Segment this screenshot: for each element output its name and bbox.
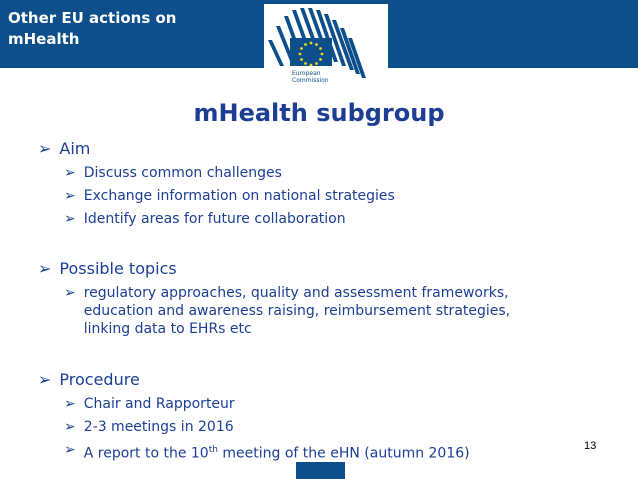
arrow-bullet-icon: ➢ [38,370,52,389]
list-item [64,395,235,413]
logo-line2: Commission [292,77,329,84]
arrow-bullet-icon: ➢ [64,188,76,204]
list-item-line: linking data to EHRs etc [83,321,252,337]
logo-line1: European [292,70,321,77]
european-commission-logo-icon [0,0,638,100]
list-item-text [84,441,470,463]
arrow-bullet-icon: ➢ [64,285,76,301]
list-item [64,441,470,463]
list-item-text [84,284,510,338]
arrow-bullet-icon: ➢ [64,211,76,227]
list-item [64,187,395,205]
arrow-bullet-icon: ➢ [64,442,76,458]
arrow-bullet-icon: ➢ [64,165,76,181]
list-item [64,284,510,338]
bottom-flag-bar [296,462,345,479]
page-number: 13 [584,440,597,452]
arrow-bullet-icon: ➢ [64,419,76,435]
slide-title: mHealth subgroup [193,99,445,127]
report-text-start: A report to the 10 [83,445,209,462]
list-item [64,210,346,228]
report-text-end: meeting of the eHN (autumn 2016) [217,445,470,462]
list-item-text: Discuss common challenges [83,165,282,181]
list-item-text: 2-3 meetings in 2016 [83,419,234,435]
bullet-procedure-label: Procedure [59,370,140,389]
bullet-aim [38,139,90,159]
bullet-topics-label: Possible topics [59,259,177,278]
list-item-line: education and awareness raising, reimbursement strategies, [83,303,511,319]
list-item-text: Exchange information on national strategies [83,188,395,204]
list-item-text: Chair and Rapporteur [83,396,235,412]
bullet-possible-topics [38,259,177,279]
bullet-aim-label: Aim [59,139,91,158]
arrow-bullet-icon: ➢ [38,259,52,278]
list-item-line: regulatory approaches, quality and assessment frameworks, [83,285,509,301]
report-superscript: th [208,445,218,455]
arrow-bullet-icon: ➢ [38,139,52,158]
arrow-bullet-icon: ➢ [64,396,76,412]
logo-text [292,70,329,84]
bullet-procedure [38,370,140,390]
list-item [64,418,234,436]
list-item-text: Identify areas for future collaboration [83,211,346,227]
list-item [64,164,282,182]
header-title: Other EU actions on mHealth [8,9,177,48]
